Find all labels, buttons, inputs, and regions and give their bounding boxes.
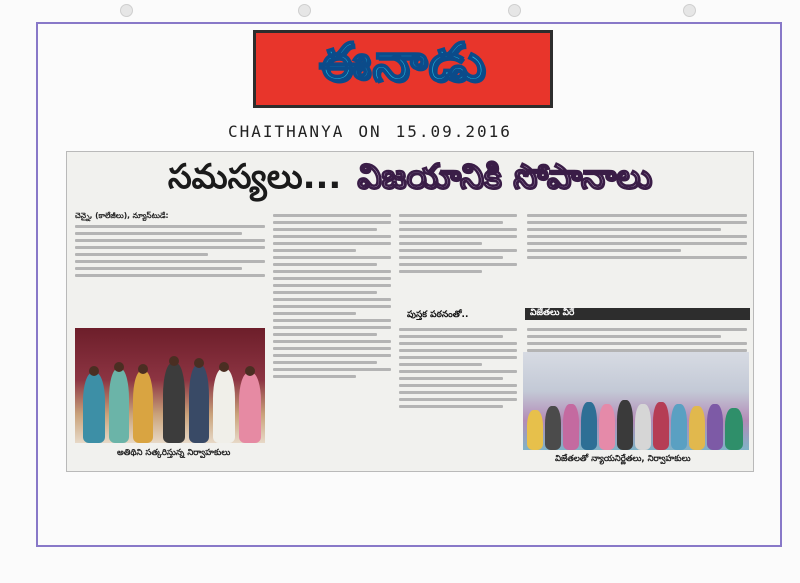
photo-caption-right: విజేతలతో న్యాయనిర్ణేతలు, నిర్వాహకులు [555, 454, 691, 464]
subhead-center: పుస్తక పఠనంతో.. [407, 310, 469, 320]
punch-hole [508, 4, 521, 17]
article-headline [67, 155, 753, 207]
headline-left: సమస్యలు... [167, 157, 342, 197]
article-column-4 [527, 210, 747, 263]
newspaper-masthead [253, 30, 553, 108]
headline-right: విజయానికి సోపానాలు [357, 157, 653, 197]
news-clipping [66, 151, 754, 472]
punch-hole [298, 4, 311, 17]
photo-guest-felicitation [75, 328, 265, 443]
article-column-2 [273, 210, 391, 382]
article-column-3 [399, 210, 517, 277]
handwritten-annotation [228, 119, 588, 143]
photo-caption-left: అతిథిని సత్కరిస్తున్న నిర్వాహకులు [117, 448, 231, 458]
punch-hole [683, 4, 696, 17]
photo-winners [523, 352, 749, 450]
annotation-date: 15.09.2016 [395, 121, 512, 141]
subhead-right: విజేతలు వీరే [530, 308, 575, 318]
annotation-on: ON [358, 121, 382, 141]
article-column-3b [399, 324, 517, 412]
annotation-name: CHAITHANYA [228, 121, 345, 141]
masthead-title: ఈనాడు [318, 32, 488, 93]
dateline: చెన్నై, (కాలేజీలు), న్యూస్‌టుడే: [75, 211, 169, 220]
article-column-1 [75, 210, 265, 281]
punch-hole [120, 4, 133, 17]
